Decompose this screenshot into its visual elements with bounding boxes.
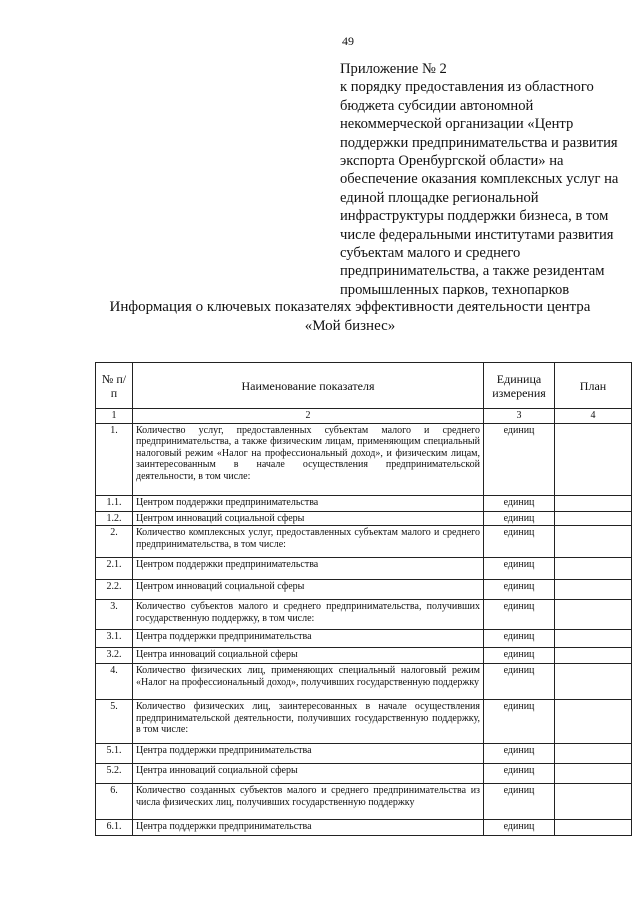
row-num: 5.2.	[96, 764, 133, 784]
row-plan	[555, 423, 632, 495]
appendix-line: экспорта Оренбургской области» на	[340, 153, 564, 170]
row-name: Количество услуг, предоставленных субъектам малого и среднего предпринимательства, а также физическим лицам, применяющим специальный налоговый режим «Налог на профессиональный доход», и физическим лицам, заинтересованным в начале осуществления предпринимательской деятельности, в том числе:	[133, 423, 484, 495]
row-unit: единиц	[484, 495, 555, 511]
row-unit: единиц	[484, 423, 555, 495]
row-num: 2.	[96, 526, 133, 558]
table-row	[96, 784, 632, 820]
appendix-line: единой площадке региональной	[340, 189, 539, 206]
row-plan	[555, 648, 632, 664]
row-num: 2.1.	[96, 558, 133, 580]
row-num: 2.2.	[96, 580, 133, 600]
appendix-line: инфраструктуры поддержки бизнеса, в том	[340, 208, 609, 225]
row-unit: единиц	[484, 630, 555, 648]
header-unit: Единица измерения	[484, 363, 555, 409]
appendix-line: Приложение № 2	[340, 61, 447, 77]
appendix-line: субъектам малого и среднего	[340, 245, 521, 262]
row-unit: единиц	[484, 744, 555, 764]
row-name: Центром инноваций социальной сферы	[133, 511, 484, 526]
column-index-row	[96, 409, 632, 424]
row-name: Количество созданных субъектов малого и среднего предпринимательства из числа физических лиц, получивших государственную поддержку	[133, 784, 484, 820]
row-plan	[555, 495, 632, 511]
row-unit: единиц	[484, 600, 555, 630]
appendix-line: обеспечение оказания комплексных услуг на	[340, 171, 619, 188]
row-name: Центра поддержки предпринимательства	[133, 744, 484, 764]
row-num: 3.1.	[96, 630, 133, 648]
row-plan	[555, 784, 632, 820]
index-cell: 2	[133, 409, 484, 424]
header-name: Наименование показателя	[133, 363, 484, 409]
table-row	[96, 580, 632, 600]
table-row	[96, 630, 632, 648]
table-row	[96, 526, 632, 558]
title-line: «Мой бизнес»	[304, 318, 396, 334]
row-unit: единиц	[484, 820, 555, 836]
row-name: Количество субъектов малого и среднего предпринимательства, получивших государственную поддержку, в том числе:	[133, 600, 484, 630]
title-line: Информация о ключевых показателях эффективности деятельности центра	[109, 299, 591, 315]
row-plan	[555, 526, 632, 558]
document-title	[70, 298, 630, 336]
row-num: 4.	[96, 664, 133, 700]
row-name: Центра поддержки предпринимательства	[133, 820, 484, 836]
row-num: 3.2.	[96, 648, 133, 664]
row-name: Центра инноваций социальной сферы	[133, 764, 484, 784]
appendix-line: числе федеральными институтами развития	[340, 226, 614, 243]
appendix-line: к порядку предоставления из областного	[340, 79, 594, 96]
indicators-table	[95, 362, 632, 836]
table-header-row	[96, 363, 632, 409]
row-num: 1.1.	[96, 495, 133, 511]
table-row	[96, 558, 632, 580]
table-row	[96, 423, 632, 495]
table-row	[96, 511, 632, 526]
row-num: 3.	[96, 600, 133, 630]
index-cell: 1	[96, 409, 133, 424]
appendix-line: некоммерческой организации «Центр	[340, 116, 574, 133]
row-unit: единиц	[484, 580, 555, 600]
row-name: Количество комплексных услуг, предоставленных субъектам малого и среднего предпринимательства, в том числе:	[133, 526, 484, 558]
row-name: Количество физических лиц, применяющих специальный налоговый режим «Налог на профессиональный доход», получивших государственную поддержку	[133, 664, 484, 700]
row-plan	[555, 820, 632, 836]
row-num: 5.	[96, 700, 133, 744]
row-name: Центра поддержки предпринимательства	[133, 630, 484, 648]
row-plan	[555, 664, 632, 700]
row-name: Центром инноваций социальной сферы	[133, 580, 484, 600]
index-cell: 3	[484, 409, 555, 424]
table-row	[96, 764, 632, 784]
row-plan	[555, 744, 632, 764]
table-row	[96, 664, 632, 700]
row-name: Количество физических лиц, заинтересованных в начале осуществления предпринимательской деятельности, получивших государственную поддержку, в том числе:	[133, 700, 484, 744]
index-cell: 4	[555, 409, 632, 424]
header-plan: План	[555, 363, 632, 409]
row-name: Центром поддержки предпринимательства	[133, 558, 484, 580]
row-plan	[555, 511, 632, 526]
table-row	[96, 700, 632, 744]
row-num: 6.1.	[96, 820, 133, 836]
appendix-line: промышленных парков, технопарков	[340, 281, 570, 298]
row-unit: единиц	[484, 664, 555, 700]
row-plan	[555, 558, 632, 580]
row-num: 6.	[96, 784, 133, 820]
table-row	[96, 820, 632, 836]
row-unit: единиц	[484, 511, 555, 526]
table-row	[96, 495, 632, 511]
row-unit: единиц	[484, 558, 555, 580]
row-unit: единиц	[484, 764, 555, 784]
appendix-line: предпринимательства, а также резидентам	[340, 263, 605, 280]
row-unit: единиц	[484, 526, 555, 558]
row-unit: единиц	[484, 700, 555, 744]
row-plan	[555, 580, 632, 600]
row-plan	[555, 700, 632, 744]
appendix-line: бюджета субсидии автономной	[340, 97, 534, 114]
table-row	[96, 744, 632, 764]
row-plan	[555, 600, 632, 630]
row-unit: единиц	[484, 648, 555, 664]
row-name: Центром поддержки предпринимательства	[133, 495, 484, 511]
row-num: 5.1.	[96, 744, 133, 764]
row-plan	[555, 630, 632, 648]
appendix-block	[340, 60, 638, 299]
table-row	[96, 600, 632, 630]
row-num: 1.2.	[96, 511, 133, 526]
appendix-line: поддержки предпринимательства и развития	[340, 134, 618, 151]
row-name: Центра инноваций социальной сферы	[133, 648, 484, 664]
table-row	[96, 648, 632, 664]
page-number: 49	[342, 34, 354, 48]
row-plan	[555, 764, 632, 784]
row-num: 1.	[96, 423, 133, 495]
row-unit: единиц	[484, 784, 555, 820]
header-num: № п/п	[96, 363, 133, 409]
